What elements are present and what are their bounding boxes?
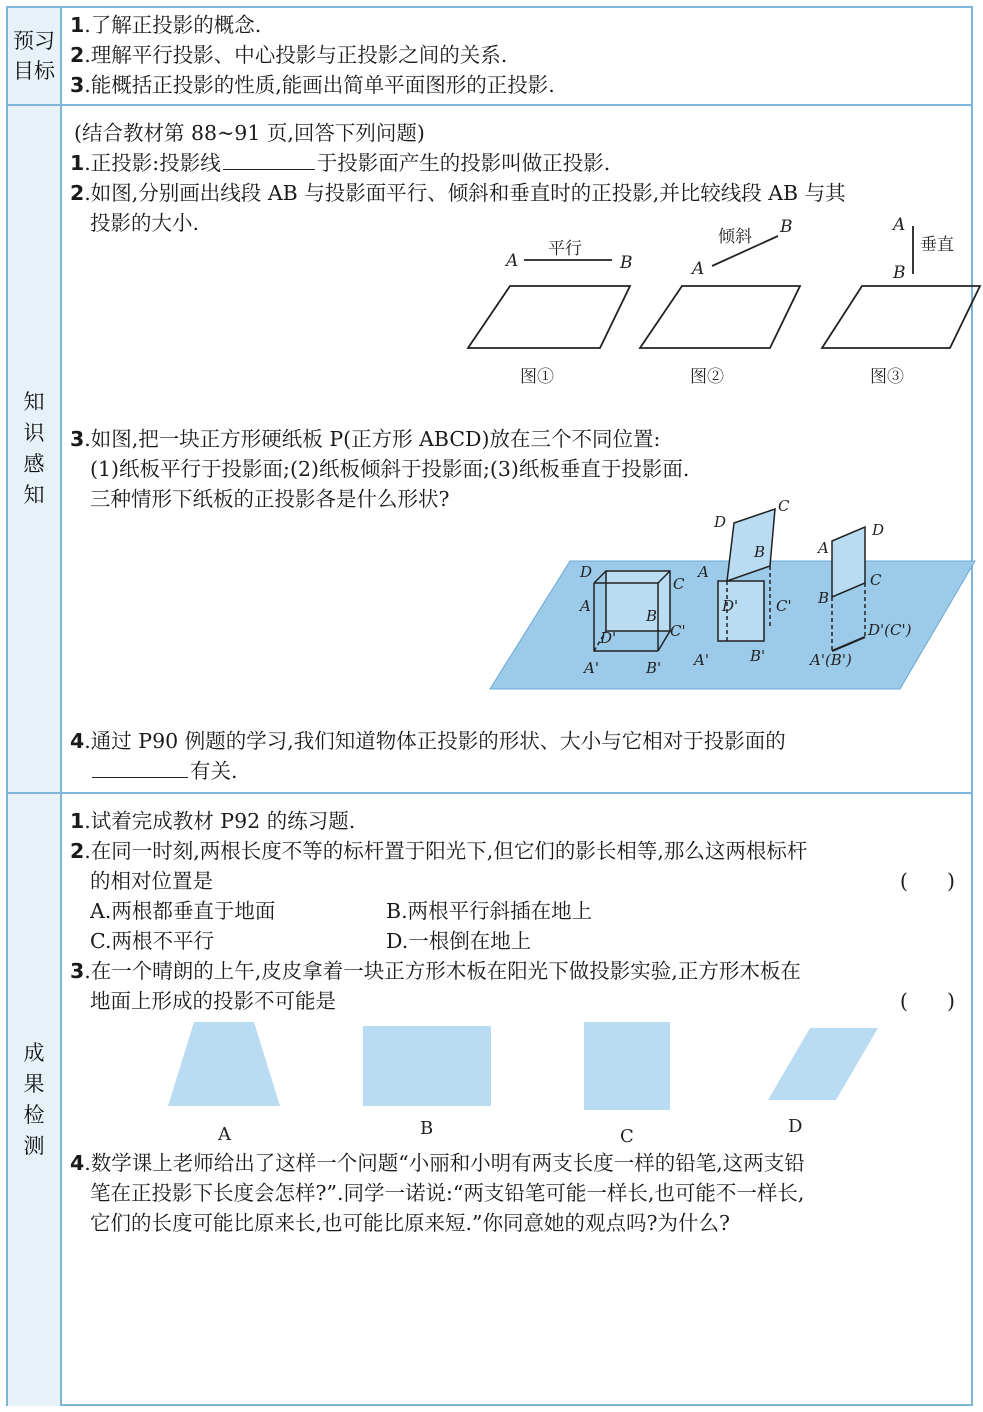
option-c[interactable]: C.两根不平行 bbox=[90, 929, 214, 953]
answer-blank[interactable] bbox=[92, 757, 188, 778]
vertical-label: 垂直 bbox=[920, 235, 954, 255]
worksheet-table bbox=[6, 6, 973, 1406]
point-label: D bbox=[714, 513, 727, 531]
point-label: B bbox=[818, 589, 830, 607]
shape-trapezoid bbox=[168, 1022, 280, 1106]
point-label: D bbox=[872, 521, 885, 539]
point-label: B bbox=[646, 607, 658, 625]
shape-label: A bbox=[218, 1124, 231, 1145]
shape-rectangle bbox=[363, 1026, 491, 1106]
knowledge-content bbox=[70, 106, 965, 792]
question-4-cont: 笔在正投影下长度会怎样?”.同学一诺说:“两支铅笔可能一样长,也可能不一样长, bbox=[90, 1181, 805, 1205]
section-label: 预习目标 bbox=[13, 29, 55, 83]
shape-square bbox=[584, 1022, 670, 1110]
goal-line: 1.了解正投影的概念. bbox=[70, 13, 262, 37]
question-2-cont: 的相对位置是 bbox=[90, 869, 213, 893]
plane-1 bbox=[468, 286, 630, 348]
point-label: B bbox=[754, 543, 766, 561]
point-label: A' bbox=[694, 651, 709, 669]
point-label: D' bbox=[600, 629, 617, 647]
point-label: D' bbox=[722, 597, 739, 615]
point-label: B bbox=[620, 253, 633, 273]
point-label: A bbox=[893, 215, 906, 235]
question-2: 2.如图,分别画出线段 AB 与投影面平行、倾斜和垂直时的正投影,并比较线段 AB 与其 bbox=[70, 181, 846, 205]
shape-label: B bbox=[420, 1118, 434, 1139]
shape-label: D bbox=[788, 1116, 803, 1137]
knowledge-row bbox=[8, 106, 971, 794]
question-1: 1.正投影:投影线 于投影面产生的投影叫做正投影. bbox=[70, 151, 611, 175]
assessment-row bbox=[8, 794, 971, 1406]
goal-line: 3.能概括正投影的性质,能画出简单平面图形的正投影. bbox=[70, 73, 555, 97]
answer-blank[interactable] bbox=[223, 149, 315, 170]
question-4-cont: 它们的长度可能比原来长,也可能比原来短.”你同意她的观点吗?为什么? bbox=[90, 1211, 730, 1235]
question-4: 4.数学课上老师给出了这样一个问题“小丽和小明有两支长度一样的铅笔,这两支铅 bbox=[70, 1151, 805, 1175]
point-label: A bbox=[698, 563, 709, 581]
question-4-cont: 有关. bbox=[90, 756, 238, 786]
question-3-cont: 地面上形成的投影不可能是 bbox=[90, 989, 336, 1013]
assessment-content bbox=[70, 794, 965, 1406]
board-projection-figure bbox=[480, 497, 975, 696]
shadow-shapes-figure bbox=[160, 1022, 900, 1152]
knowledge-label-cell bbox=[8, 106, 62, 792]
figure-caption: 图② bbox=[690, 367, 724, 387]
question-2: 2.在同一时刻,两根长度不等的标杆置于阳光下,但它们的影长相等,那么这两根标杆 bbox=[70, 839, 808, 863]
preview-goals-label-cell bbox=[8, 8, 62, 104]
section-label: 成果检测 bbox=[23, 1041, 45, 1158]
plane-2 bbox=[640, 286, 800, 348]
option-b[interactable]: B.两根平行斜插在地上 bbox=[386, 899, 593, 923]
shape-label: C bbox=[620, 1126, 634, 1147]
point-label: A bbox=[818, 539, 829, 557]
shape-parallelogram bbox=[768, 1028, 878, 1100]
segment-projection-figure bbox=[460, 215, 980, 396]
option-d[interactable]: D.一根倒在地上 bbox=[386, 929, 532, 953]
point-label: B bbox=[893, 263, 906, 283]
answer-paren[interactable]: ( ) bbox=[899, 869, 955, 893]
point-label: D'(C') bbox=[868, 621, 912, 639]
assessment-label-cell bbox=[8, 794, 62, 1406]
question-3: 3.在一个晴朗的上午,皮皮拿着一块正方形木板在阳光下做投影实验,正方形木板在 bbox=[70, 959, 801, 983]
answer-paren[interactable]: ( ) bbox=[899, 989, 955, 1013]
goal-line: 2.理解平行投影、中心投影与正投影之间的关系. bbox=[70, 43, 508, 67]
figure-caption: 图① bbox=[520, 367, 554, 387]
question-1: 1.试着完成教材 P92 的练习题. bbox=[70, 809, 356, 833]
intro-text: (结合教材第 88~91 页,回答下列问题) bbox=[74, 121, 425, 145]
point-label: A' bbox=[584, 659, 599, 677]
point-label: B' bbox=[750, 647, 766, 665]
question-3-cont: (1)纸板平行于投影面;(2)纸板倾斜于投影面;(3)纸板垂直于投影面. bbox=[90, 457, 690, 481]
point-label: C bbox=[673, 575, 685, 593]
preview-goals-content bbox=[70, 8, 965, 104]
point-label: C' bbox=[670, 622, 686, 640]
point-label: A bbox=[692, 259, 705, 279]
point-label: A bbox=[580, 597, 591, 615]
question-3-cont: 三种情形下纸板的正投影各是什么形状? bbox=[90, 487, 450, 511]
question-4: 4.通过 P90 例题的学习,我们知道物体正投影的形状、大小与它相对于投影面的 bbox=[70, 729, 786, 753]
point-label: C bbox=[778, 497, 790, 515]
plane-3 bbox=[822, 286, 980, 348]
point-label: A bbox=[506, 251, 519, 271]
point-label: C bbox=[870, 571, 882, 589]
point-label: A'(B') bbox=[810, 651, 852, 669]
point-label: B bbox=[780, 217, 793, 237]
question-2-cont: 投影的大小. bbox=[90, 211, 200, 235]
section-label: 知识感知 bbox=[23, 390, 45, 507]
preview-goals-row bbox=[8, 8, 971, 106]
option-a[interactable]: A.两根都垂直于地面 bbox=[90, 899, 276, 923]
question-3: 3.如图,把一块正方形硬纸板 P(正方形 ABCD)放在三个不同位置: bbox=[70, 427, 661, 451]
oblique-label: 倾斜 bbox=[718, 227, 752, 247]
point-label: B' bbox=[646, 659, 662, 677]
figure-caption: 图③ bbox=[870, 367, 904, 387]
parallel-label: 平行 bbox=[548, 239, 582, 259]
point-label: D bbox=[580, 563, 593, 581]
point-label: C' bbox=[776, 597, 792, 615]
